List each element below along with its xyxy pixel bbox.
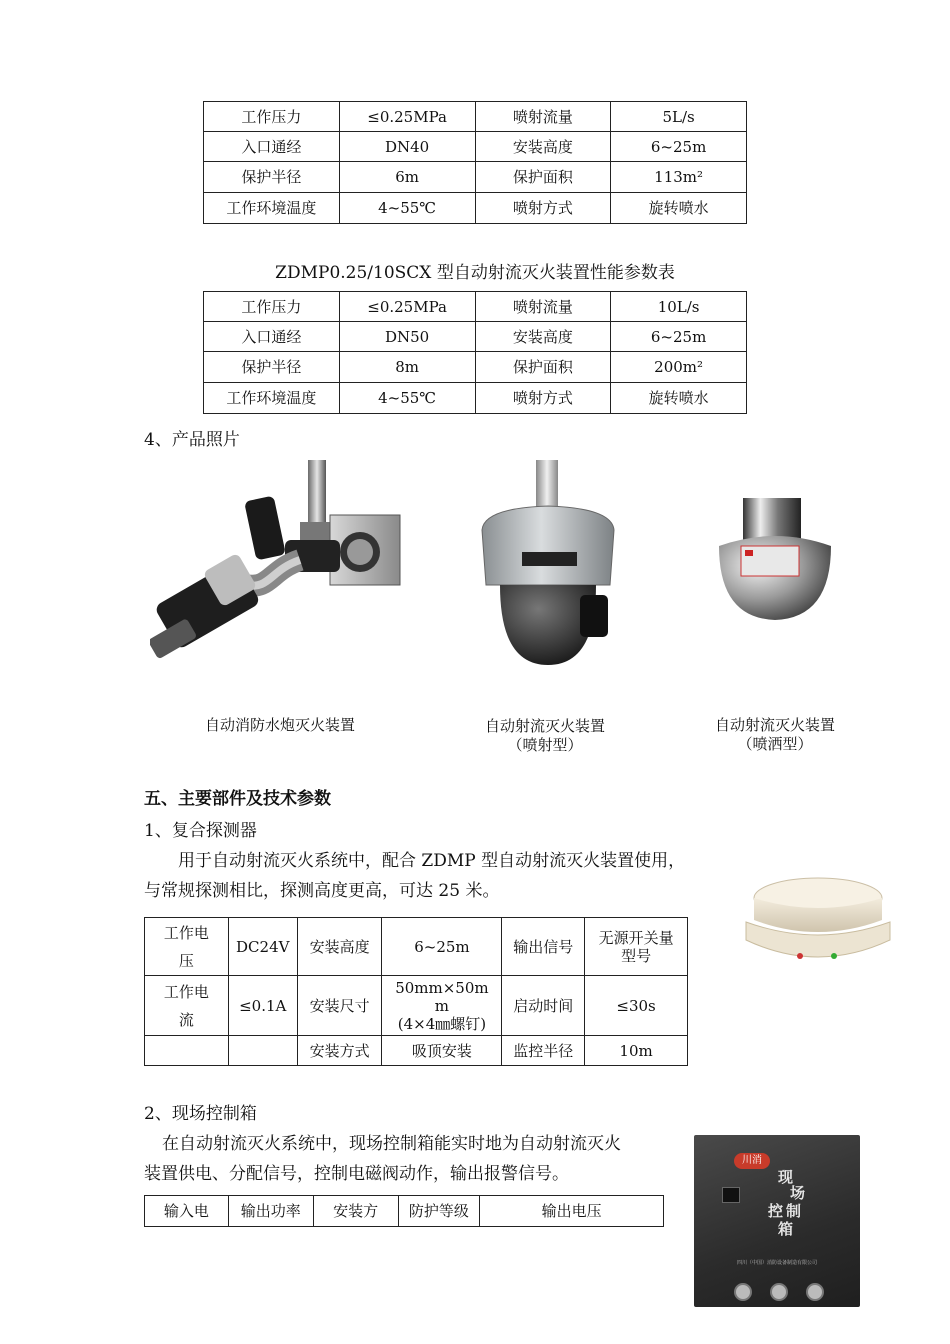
table-cell: 保护半径 [204, 162, 340, 193]
table-cell: DN50 [339, 322, 475, 352]
photo-caption-water-cannon [170, 716, 390, 735]
table-cell: 监控半径 [502, 1036, 585, 1066]
label-char: 箱 [778, 1220, 794, 1238]
table-2-title: ZDMP0.25/10SCX 型自动射流灭火装置性能参数表 [275, 263, 675, 283]
table-cell [145, 976, 229, 1036]
table-cell: 旋转喷水 [611, 193, 747, 224]
table-cell: 工作压力 [204, 102, 340, 132]
table-cell: 入口通经 [204, 132, 340, 162]
photo-jet-device [470, 460, 630, 670]
detector-heading: 1、复合探测器 [144, 821, 257, 841]
control-box-paragraph [144, 1129, 704, 1189]
table-cell: 吸顶安装 [382, 1036, 502, 1066]
control-box-logo: 川消 [734, 1153, 770, 1169]
table-cell [145, 918, 229, 976]
section-5-heading: 五、主要部件及技术参数 [144, 789, 331, 809]
table-cell: 安装高度 [475, 132, 611, 162]
table-cell: 喷射方式 [475, 193, 611, 224]
table-cell: 安装方 [313, 1196, 398, 1227]
table-cell: 保护半径 [204, 352, 340, 383]
table-cell: 工作环境温度 [204, 193, 340, 224]
table-cell: 安装方式 [297, 1036, 382, 1066]
table-cell: 输出信号 [502, 918, 585, 976]
table-cell: 喷射流量 [475, 292, 611, 322]
cell-line: 压 [178, 951, 194, 970]
table-cell: 113m² [611, 162, 747, 193]
connector-icon [770, 1283, 788, 1301]
table-cell: 工作环境温度 [204, 383, 340, 414]
connector-icon [734, 1283, 752, 1301]
table-cell: 4~55℃ [339, 383, 475, 414]
table-cell: 10m [585, 1036, 688, 1066]
cell-line: 工作电 [163, 982, 209, 1001]
cell-line: (4×4㎜螺钉) [397, 1014, 487, 1033]
label-char: 场 [790, 1184, 806, 1202]
table-cell: 安装高度 [475, 322, 611, 352]
table-cell: 安装尺寸 [297, 976, 382, 1036]
cell-line: 无源开关量 [598, 928, 674, 947]
control-box-spec-table [144, 1195, 664, 1227]
cell-line: 流 [178, 1010, 194, 1029]
table-cell: 输出功率 [228, 1196, 313, 1227]
table-cell: 5L/s [611, 102, 747, 132]
table-cell: 4~55℃ [339, 193, 475, 224]
cell-line: m [434, 996, 450, 1015]
table-cell: 8m [339, 352, 475, 383]
table-cell [585, 918, 688, 976]
table-cell: 启动时间 [502, 976, 585, 1036]
connector-icon [806, 1283, 824, 1301]
table-cell: 200m² [611, 352, 747, 383]
table-cell: 6m [339, 162, 475, 193]
table-cell: 输入电 [145, 1196, 229, 1227]
detector-paragraph [144, 846, 744, 906]
caption-line: 自动射流灭火装置 [714, 716, 835, 734]
paragraph-line: 用于自动射流灭火系统中，配合 ZDMP 型自动射流灭火装置使用， [178, 851, 686, 871]
table-cell: DC24V [228, 918, 297, 976]
table-cell [228, 1036, 297, 1066]
photo-caption-spray-device [690, 716, 860, 754]
table-cell: 6~25m [611, 132, 747, 162]
photo-composite-detector [738, 870, 898, 980]
caption-line: 自动消防水炮灭火装置 [204, 716, 355, 734]
cell-line: 型号 [621, 946, 652, 965]
paragraph-line: 在自动射流灭火系统中，现场控制箱能实时地为自动射流灭火 [162, 1134, 621, 1154]
caption-line: （喷洒型） [737, 735, 813, 753]
control-box-maker: 四川（中国）消防设备制造有限公司 [736, 1260, 817, 1266]
control-box-display [722, 1187, 740, 1203]
caption-line: 自动射流灭火装置 [484, 717, 605, 735]
table-cell: 喷射流量 [475, 102, 611, 132]
table-cell: 防护等级 [398, 1196, 480, 1227]
cell-line: 50mm×50m [395, 978, 489, 997]
spec-table-1 [203, 101, 747, 224]
table-cell: 10L/s [611, 292, 747, 322]
paragraph-line: 装置供电、分配信号，控制电磁阀动作，输出报警信号。 [144, 1164, 569, 1184]
table-cell: 安装高度 [297, 918, 382, 976]
table-cell: 6~25m [611, 322, 747, 352]
table-cell: 旋转喷水 [611, 383, 747, 414]
paragraph-line: 与常规探测相比，探测高度更高，可达 25 米。 [144, 881, 500, 901]
photo-water-cannon [150, 460, 405, 680]
table-cell: ≤0.1A [228, 976, 297, 1036]
label-char: 制 [786, 1202, 802, 1220]
section-4-heading: 4、产品照片 [144, 430, 240, 450]
label-char: 现 [778, 1168, 794, 1186]
table-cell: 保护面积 [475, 162, 611, 193]
table-cell: ≤0.25MPa [339, 102, 475, 132]
detector-spec-table [144, 917, 688, 1066]
table-cell: 工作压力 [204, 292, 340, 322]
photo-control-box [694, 1135, 860, 1307]
cell-line: 工作电 [163, 923, 209, 942]
table-cell: 入口通经 [204, 322, 340, 352]
control-box-heading: 2、现场控制箱 [144, 1104, 257, 1124]
table-cell: DN40 [339, 132, 475, 162]
table-cell [145, 1036, 229, 1066]
caption-line: （喷射型） [507, 736, 583, 754]
table-cell [382, 976, 502, 1036]
table-cell: 输出电压 [480, 1196, 664, 1227]
table-cell: 喷射方式 [475, 383, 611, 414]
photo-spray-device [715, 490, 835, 630]
photo-caption-jet-device [445, 717, 645, 755]
spec-table-2 [203, 291, 747, 414]
table-cell: ≤0.25MPa [339, 292, 475, 322]
table-cell: ≤30s [585, 976, 688, 1036]
table-cell: 6~25m [382, 918, 502, 976]
label-char: 控 [768, 1202, 784, 1220]
table-cell: 保护面积 [475, 352, 611, 383]
